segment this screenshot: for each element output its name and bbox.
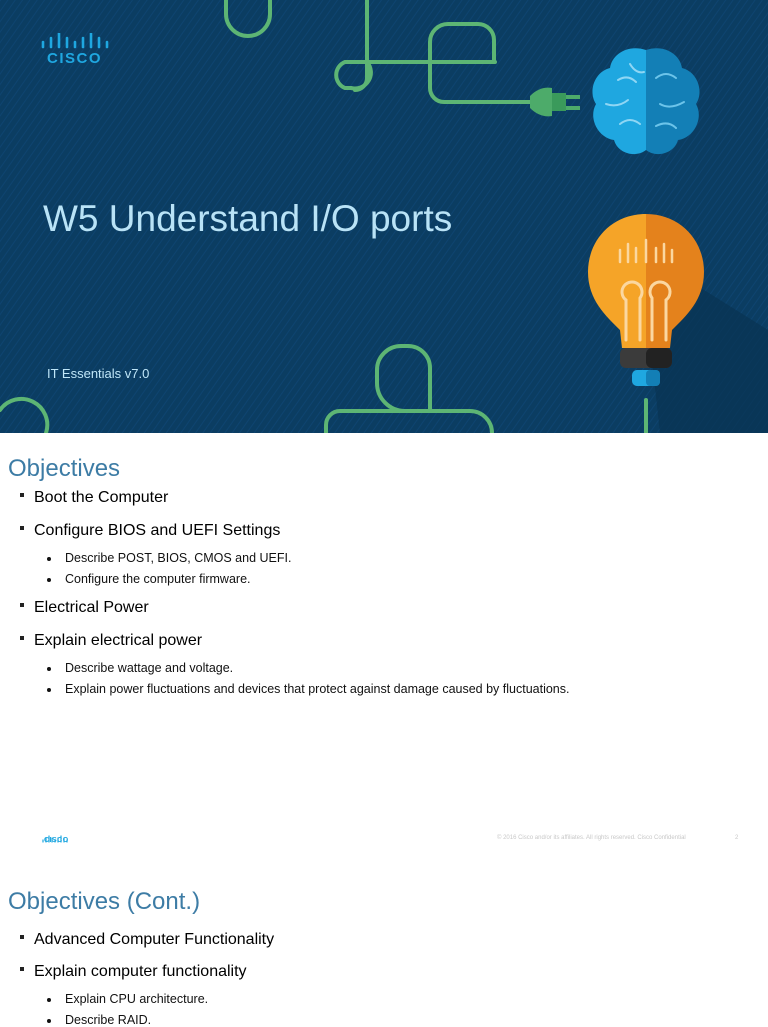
footer-cisco-logo [42,830,70,848]
square-bullet-icon [20,636,24,640]
round-bullet-icon [47,578,51,582]
round-bullet-icon [47,688,51,692]
square-bullet-icon [20,493,24,497]
round-bullet-icon [47,998,51,1002]
footer-logo-text: CISCO [44,837,69,844]
cisco-logo-text: CISCO [47,50,103,67]
slide-heading: Objectives (Cont.) [8,888,201,915]
objectives-slide: Objectives Boot the Computer Configure BIOS and UEFI Settings Describe POST, BIOS, CMOS and UEFI. Configure the computer firmware. Electrical Power Explain electrical power Describe wattage and voltage. Explain power fluctuations and devices that protect against damage caused by fluctuations. CISCO © 2016 Cisco and/or its affiliates. All rights reserved. Cisco Confidential 2 [0,433,768,860]
square-bullet-icon [20,603,24,607]
slide-heading: Objectives [8,455,121,482]
round-bullet-icon [47,667,51,671]
square-bullet-icon [20,967,24,971]
slide-title: W5 Understand I/O ports [43,198,453,239]
page-number: 2 [735,835,739,841]
slide-subtitle: IT Essentials v7.0 [47,366,150,381]
title-slide [0,0,768,433]
round-bullet-icon [47,1019,51,1023]
objectives-cont-slide: Objectives (Cont.) Advanced Computer Functionality Explain computer functionality Explain CPU architecture. Describe RAID. [0,860,768,1024]
square-bullet-icon [20,935,24,939]
cisco-logo [40,33,110,74]
round-bullet-icon [47,557,51,561]
square-bullet-icon [20,526,24,530]
footer-copyright: © 2016 Cisco and/or its affiliates. All rights reserved. Cisco Confidential [497,835,686,841]
